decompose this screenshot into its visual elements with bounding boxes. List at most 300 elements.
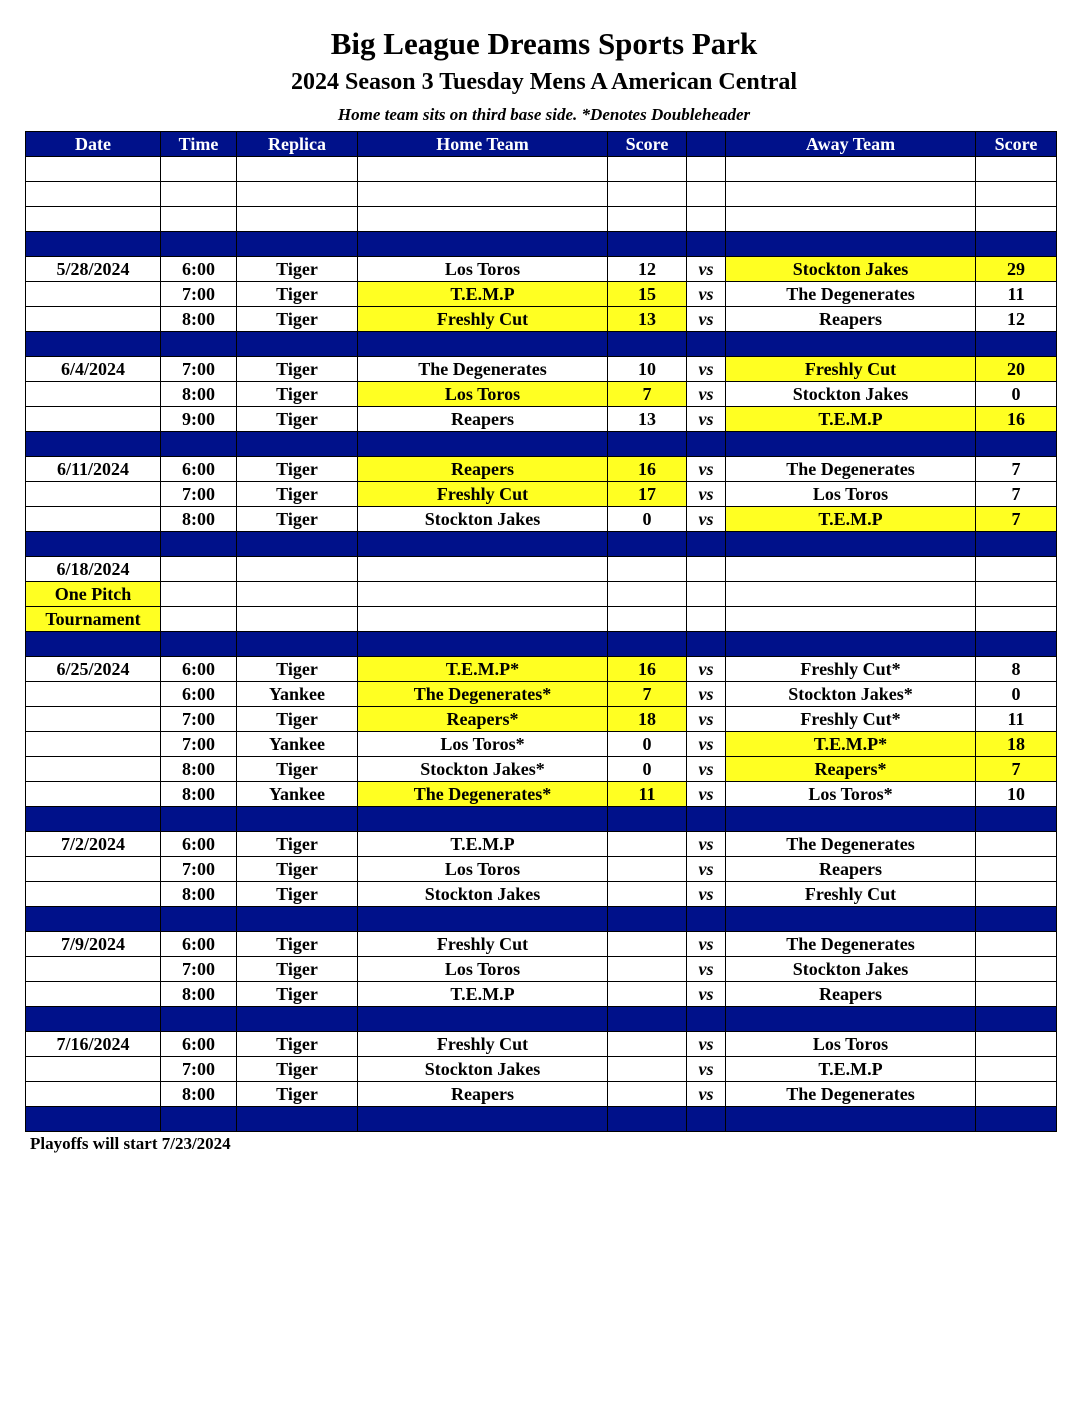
cell-time: 8:00 [161,882,237,907]
cell-home-team [358,532,608,557]
cell-home-score [608,532,687,557]
cell-away-team [726,582,976,607]
cell-date: 7/9/2024 [26,932,161,957]
cell-home-team: Stockton Jakes [358,882,608,907]
table-row [26,357,1057,382]
cell-home-team: Stockton Jakes [358,507,608,532]
cell-home-score: 13 [608,307,687,332]
cell-replica: Tiger [237,307,358,332]
cell-home-team: Reapers [358,407,608,432]
table-row [26,482,1057,507]
cell-time: 7:00 [161,732,237,757]
cell-away-score: 7 [976,482,1057,507]
cell-away-team: Stockton Jakes* [726,682,976,707]
separator-row [26,632,1057,657]
cell-away-team: Reapers [726,982,976,1007]
col-header-date: Date [26,132,161,157]
cell-replica: Yankee [237,732,358,757]
cell-home-team: Reapers* [358,707,608,732]
cell-date [26,757,161,782]
cell-date [26,232,161,257]
separator-row [26,432,1057,457]
cell-away-team [726,807,976,832]
cell-replica [237,332,358,357]
col-header-home-team: Home Team [358,132,608,157]
cell-vs: vs [687,757,726,782]
table-row [26,282,1057,307]
cell-home-score [608,1057,687,1082]
cell-date [26,982,161,1007]
cell-date [26,957,161,982]
cell-time: 6:00 [161,832,237,857]
cell-time: 8:00 [161,382,237,407]
separator-row [26,907,1057,932]
cell-replica: Tiger [237,357,358,382]
cell-home-score [608,882,687,907]
cell-home-score [608,182,687,207]
cell-home-team [358,632,608,657]
cell-vs [687,332,726,357]
cell-vs [687,807,726,832]
cell-away-team [726,1107,976,1132]
cell-vs [687,907,726,932]
cell-away-score [976,932,1057,957]
cell-away-score: 20 [976,357,1057,382]
cell-away-score [976,557,1057,582]
cell-away-team [726,557,976,582]
blank-row [26,207,1057,232]
table-row [26,932,1057,957]
cell-home-team: Stockton Jakes [358,1057,608,1082]
cell-home-team: The Degenerates* [358,682,608,707]
cell-date [26,632,161,657]
cell-away-score: 10 [976,782,1057,807]
cell-date: 7/16/2024 [26,1032,161,1057]
table-row [26,857,1057,882]
cell-away-score: 12 [976,307,1057,332]
cell-replica: Tiger [237,832,358,857]
cell-home-team: Freshly Cut [358,307,608,332]
cell-vs: vs [687,357,726,382]
cell-away-team: Freshly Cut [726,882,976,907]
cell-time: 6:00 [161,257,237,282]
col-header-away-team: Away Team [726,132,976,157]
cell-home-score [608,607,687,632]
cell-home-score [608,832,687,857]
cell-away-score [976,857,1057,882]
cell-away-score: 18 [976,732,1057,757]
cell-home-score: 7 [608,682,687,707]
cell-home-score: 12 [608,257,687,282]
cell-date [26,1107,161,1132]
cell-date: Tournament [26,607,161,632]
cell-date [26,857,161,882]
blank-row [26,182,1057,207]
cell-home-team: Reapers [358,457,608,482]
cell-replica [237,557,358,582]
cell-home-team: Freshly Cut [358,932,608,957]
cell-date [26,807,161,832]
cell-home-score [608,632,687,657]
cell-away-score [976,232,1057,257]
cell-away-team: The Degenerates [726,932,976,957]
cell-time [161,632,237,657]
cell-away-team: Los Toros [726,1032,976,1057]
cell-date [26,307,161,332]
cell-vs [687,557,726,582]
cell-date [26,532,161,557]
cell-vs: vs [687,1082,726,1107]
cell-away-team: T.E.M.P* [726,732,976,757]
cell-date [26,482,161,507]
cell-home-team: Los Toros [358,857,608,882]
cell-home-team: T.E.M.P* [358,657,608,682]
cell-replica [237,582,358,607]
cell-home-score: 18 [608,707,687,732]
cell-home-score [608,1107,687,1132]
table-row [26,257,1057,282]
cell-away-score [976,882,1057,907]
cell-home-score [608,982,687,1007]
cell-home-score: 0 [608,757,687,782]
cell-time: 8:00 [161,757,237,782]
cell-away-team: Stockton Jakes [726,382,976,407]
cell-away-score [976,907,1057,932]
cell-time: 7:00 [161,957,237,982]
cell-time [161,182,237,207]
cell-replica [237,632,358,657]
cell-date: 6/11/2024 [26,457,161,482]
cell-time: 7:00 [161,1057,237,1082]
col-header-vs [687,132,726,157]
cell-time [161,607,237,632]
cell-vs [687,632,726,657]
page-subtitle: 2024 Season 3 Tuesday Mens A American Central [290,69,798,95]
cell-home-score [608,907,687,932]
cell-away-score [976,1057,1057,1082]
cell-vs: vs [687,707,726,732]
cell-home-team [358,1007,608,1032]
cell-away-team [726,907,976,932]
cell-home-team [358,182,608,207]
cell-date [26,682,161,707]
table-row [26,982,1057,1007]
cell-time: 7:00 [161,357,237,382]
cell-time: 8:00 [161,507,237,532]
cell-away-team [726,607,976,632]
cell-replica: Tiger [237,1032,358,1057]
cell-home-team: Reapers [358,1082,608,1107]
playoffs-note: Playoffs will start 7/23/2024 [30,1134,231,1153]
cell-replica: Tiger [237,257,358,282]
cell-home-team [358,607,608,632]
cell-replica: Tiger [237,957,358,982]
cell-replica: Tiger [237,407,358,432]
cell-date [26,782,161,807]
cell-vs: vs [687,307,726,332]
cell-replica [237,807,358,832]
cell-replica: Tiger [237,932,358,957]
table-row [26,582,1057,607]
cell-replica: Tiger [237,482,358,507]
cell-replica: Tiger [237,1082,358,1107]
cell-away-team: T.E.M.P [726,507,976,532]
cell-time: 8:00 [161,982,237,1007]
cell-away-score [976,1032,1057,1057]
cell-vs: vs [687,482,726,507]
cell-vs [687,157,726,182]
cell-date [26,907,161,932]
cell-away-team: Los Toros [726,482,976,507]
cell-away-score: 7 [976,457,1057,482]
cell-vs: vs [687,882,726,907]
cell-home-score [608,857,687,882]
cell-time [161,907,237,932]
cell-home-team: T.E.M.P [358,282,608,307]
col-header-home-score: Score [608,132,687,157]
separator-row [26,532,1057,557]
cell-away-score: 0 [976,382,1057,407]
cell-away-team: Reapers [726,307,976,332]
cell-away-score [976,432,1057,457]
cell-home-team: Los Toros [358,382,608,407]
cell-vs [687,607,726,632]
cell-away-score: 29 [976,257,1057,282]
cell-home-team [358,807,608,832]
cell-home-score: 13 [608,407,687,432]
table-row [26,957,1057,982]
cell-time: 6:00 [161,657,237,682]
cell-replica [237,232,358,257]
blank-row [26,157,1057,182]
cell-away-score [976,182,1057,207]
cell-time: 8:00 [161,307,237,332]
cell-vs: vs [687,1057,726,1082]
cell-vs: vs [687,832,726,857]
cell-vs: vs [687,257,726,282]
cell-away-team: Reapers [726,857,976,882]
table-row [26,882,1057,907]
cell-home-score [608,1032,687,1057]
cell-vs [687,1007,726,1032]
col-header-replica: Replica [237,132,358,157]
cell-away-score [976,957,1057,982]
cell-replica [237,182,358,207]
cell-time [161,557,237,582]
cell-home-team: T.E.M.P [358,832,608,857]
separator-row [26,807,1057,832]
cell-home-team [358,1107,608,1132]
cell-away-score: 11 [976,282,1057,307]
cell-date [26,332,161,357]
schedule-body [26,157,1057,1132]
cell-away-team: The Degenerates [726,1082,976,1107]
schedule-table [25,131,1057,1132]
cell-home-score [608,932,687,957]
cell-home-team: Freshly Cut [358,482,608,507]
page-title: Big League Dreams Sports Park [330,26,758,61]
cell-time: 7:00 [161,857,237,882]
cell-home-score [608,1007,687,1032]
cell-away-team: T.E.M.P [726,1057,976,1082]
cell-time [161,157,237,182]
table-row [26,1082,1057,1107]
cell-away-score [976,1007,1057,1032]
table-row [26,707,1057,732]
cell-home-team: Los Toros [358,957,608,982]
cell-replica: Tiger [237,457,358,482]
cell-away-score [976,332,1057,357]
cell-vs [687,232,726,257]
cell-home-score [608,157,687,182]
cell-date [26,707,161,732]
cell-vs: vs [687,682,726,707]
cell-home-team: Los Toros* [358,732,608,757]
cell-away-team: Freshly Cut* [726,707,976,732]
cell-replica: Yankee [237,782,358,807]
cell-vs: vs [687,857,726,882]
cell-time [161,1007,237,1032]
cell-away-team: The Degenerates [726,282,976,307]
cell-time [161,807,237,832]
cell-home-score [608,432,687,457]
cell-replica: Tiger [237,507,358,532]
cell-vs [687,1107,726,1132]
cell-date [26,882,161,907]
cell-home-team [358,207,608,232]
cell-date: 5/28/2024 [26,257,161,282]
cell-time: 6:00 [161,682,237,707]
cell-time: 7:00 [161,282,237,307]
table-row [26,407,1057,432]
cell-away-score: 7 [976,507,1057,532]
cell-home-team [358,582,608,607]
table-row [26,1057,1057,1082]
schedule-note: Home team sits on third base side. *Denotes Doubleheader [337,105,751,124]
table-row [26,557,1057,582]
separator-row [26,232,1057,257]
cell-away-score [976,832,1057,857]
cell-away-team: The Degenerates [726,832,976,857]
cell-date: 6/25/2024 [26,657,161,682]
cell-vs [687,207,726,232]
cell-away-score: 8 [976,657,1057,682]
cell-time: 9:00 [161,407,237,432]
cell-replica [237,157,358,182]
cell-replica: Tiger [237,982,358,1007]
cell-time [161,207,237,232]
table-row [26,382,1057,407]
table-row [26,607,1057,632]
cell-home-score [608,332,687,357]
cell-date [26,1082,161,1107]
cell-replica: Tiger [237,882,358,907]
cell-replica [237,432,358,457]
cell-time: 8:00 [161,782,237,807]
cell-away-score: 7 [976,757,1057,782]
cell-away-score [976,582,1057,607]
cell-date [26,1057,161,1082]
cell-vs: vs [687,982,726,1007]
cell-replica: Tiger [237,757,358,782]
cell-replica [237,1107,358,1132]
col-header-away-score: Score [976,132,1057,157]
cell-home-team [358,557,608,582]
cell-date [26,432,161,457]
table-header-row [26,132,1057,157]
cell-away-score [976,157,1057,182]
cell-away-team [726,532,976,557]
cell-vs: vs [687,382,726,407]
cell-home-score [608,207,687,232]
cell-vs: vs [687,657,726,682]
cell-replica [237,207,358,232]
cell-time: 8:00 [161,1082,237,1107]
cell-vs: vs [687,782,726,807]
cell-home-team: Stockton Jakes* [358,757,608,782]
cell-home-score: 10 [608,357,687,382]
cell-home-team [358,432,608,457]
table-row [26,757,1057,782]
cell-time: 6:00 [161,932,237,957]
cell-away-score [976,1082,1057,1107]
cell-replica [237,1007,358,1032]
cell-time [161,532,237,557]
table-row [26,732,1057,757]
separator-row [26,1007,1057,1032]
cell-home-score: 0 [608,507,687,532]
cell-vs: vs [687,932,726,957]
cell-home-score [608,232,687,257]
cell-time: 6:00 [161,457,237,482]
cell-away-team [726,432,976,457]
cell-replica [237,532,358,557]
cell-home-team [358,157,608,182]
cell-vs: vs [687,732,726,757]
cell-date [26,207,161,232]
cell-home-team: The Degenerates [358,357,608,382]
cell-replica: Tiger [237,857,358,882]
cell-home-score [608,1082,687,1107]
cell-vs: vs [687,957,726,982]
cell-date [26,407,161,432]
cell-time: 7:00 [161,482,237,507]
cell-away-team [726,632,976,657]
cell-away-score: 11 [976,707,1057,732]
cell-home-team [358,232,608,257]
cell-time: 7:00 [161,707,237,732]
cell-home-score: 16 [608,657,687,682]
cell-home-score: 16 [608,457,687,482]
cell-vs: vs [687,282,726,307]
cell-away-team [726,157,976,182]
cell-vs: vs [687,407,726,432]
cell-vs [687,582,726,607]
cell-away-team: The Degenerates [726,457,976,482]
cell-replica: Tiger [237,382,358,407]
cell-home-score [608,807,687,832]
cell-replica: Tiger [237,1057,358,1082]
cell-vs: vs [687,1032,726,1057]
cell-away-team: T.E.M.P [726,407,976,432]
cell-away-score [976,607,1057,632]
cell-time [161,582,237,607]
cell-vs [687,182,726,207]
cell-vs: vs [687,457,726,482]
cell-away-team [726,207,976,232]
cell-away-team: Freshly Cut [726,357,976,382]
cell-replica: Tiger [237,707,358,732]
